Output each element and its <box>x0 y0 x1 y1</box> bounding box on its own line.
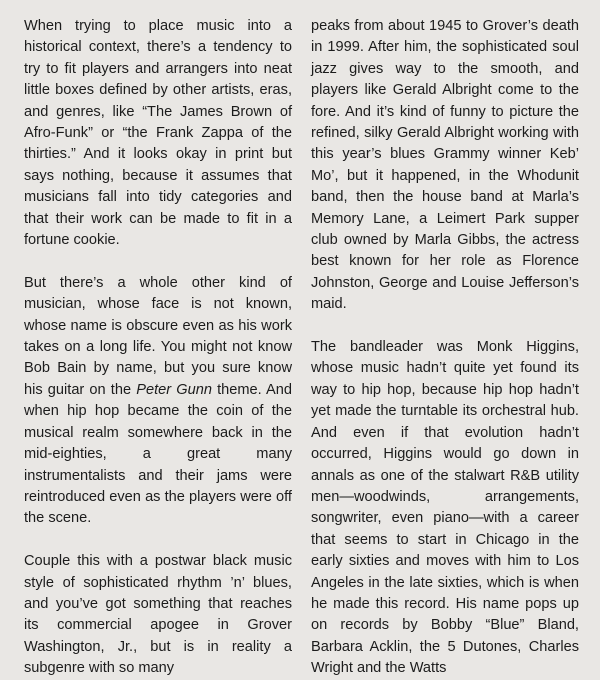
peter-gunn-title: Peter Gunn <box>136 381 212 398</box>
left-paragraph-3: Couple this with a postwar black music style of sophisticated rhythm ’n’ blues, and you’ve got something that reaches its commercial apogee in Grover Washington, Jr., but is in reality a subgenre with so many <box>24 553 292 677</box>
right-column <box>311 16 579 680</box>
right-paragraph-2: The bandleader was Monk Higgins, whose music hadn’t quite yet found its way to hip hop, because hip hop hadn’t yet made the turntable its orchestral hub. And even if that evolution hadn’t occurred, Higgins would go down in annals as one of the stalwart R&B utility men—woodwinds, arrangements, songwriter, even piano—with a career that seems to start in Chicago in the early sixties and moves with him to Los Angeles in the late sixties, which is when he made this record. His name pops up on records by Bobby “Blue” Bland, Barbara Acklin, the 5 Dutones, Charles Wright and the Watts <box>311 339 579 677</box>
left-paragraph-2 <box>24 273 292 530</box>
left-paragraph-1: When trying to place music into a historical context, there’s a tendency to try to fit players and arrangers into neat little boxes defined by other artists, eras, and genres, like “The James Brown of Afro-Funk” or “the Frank Zappa of the thirties.” And it looks okay in print but says nothing, because it assumes that musicians fall into tidy categories and that their work can be made to fit in a fortune cookie. <box>24 18 292 249</box>
left-paragraph-2-text-a: But there’s a whole other kind of musician, whose face is not known, whose name is obscure even as his work takes on a long life. You might not know Bob Bain by name, but you sure know his guitar on the <box>24 274 292 398</box>
left-paragraph-2-text-b: theme. And when hip hop became the coin of the musical realm somewhere back in the mid-eighties, a great many instrumentalists and their jams were reintroduced even as the players were off the scene. <box>24 381 292 527</box>
left-column <box>24 16 292 680</box>
right-paragraph-1: peaks from about 1945 to Grover’s death in 1999. After him, the sophisticated soul jazz gives way to the smooth, and players like Gerald Albright come to the fore. And it’s kind of funny to picture the refined, silky Gerald Albright working with this year’s blues Grammy winner Keb’ Mo’, but it happened, in the Whodunit band, then the house band at Marla’s Memory Lane, a Leimert Park supper club owned by Marla Gibbs, the actress best known for her role as Florence Johnston, George and Louise Jefferson’s maid. <box>311 18 579 313</box>
